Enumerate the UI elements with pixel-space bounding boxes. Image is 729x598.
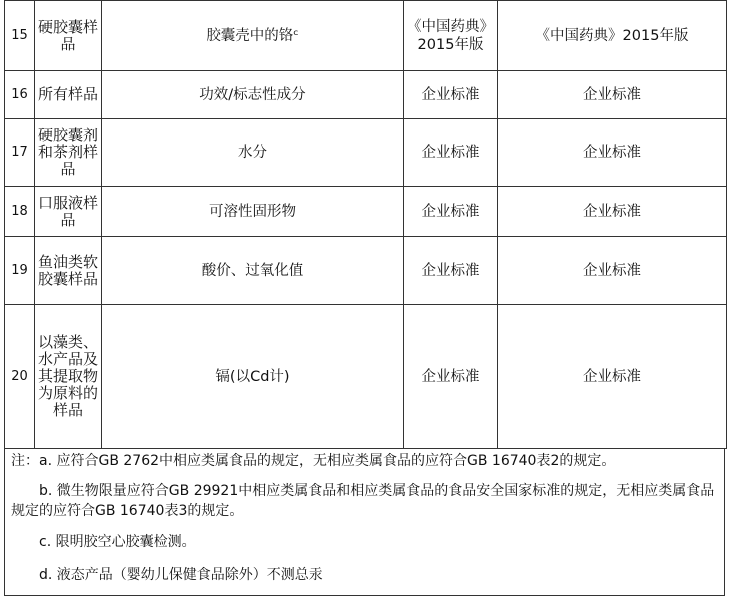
- test-method: 企业标准: [404, 237, 498, 305]
- row-number: 18: [5, 187, 35, 237]
- row-number: 17: [5, 119, 35, 187]
- sample-category: 所有样品: [35, 71, 102, 119]
- test-method: 企业标准: [404, 187, 498, 237]
- test-item: 酸价、过氧化值: [102, 237, 404, 305]
- note-a: 注：a. 应符合GB 2762中相应类属食品的规定，无相应类属食品的应符合GB 16740表2的规定。: [11, 453, 616, 469]
- table-row: [5, 1, 727, 71]
- judgment-basis: 企业标准: [498, 71, 727, 119]
- sample-category: 硬胶囊剂和茶剂样品: [35, 119, 102, 187]
- sample-category: 口服液样品: [35, 187, 102, 237]
- table-row: [5, 305, 727, 449]
- row-number: 15: [5, 1, 35, 71]
- judgment-basis: 《中国药典》2015年版: [498, 1, 727, 71]
- test-items-table: [4, 0, 727, 449]
- test-method: 《中国药典》2015年版: [404, 1, 498, 71]
- sample-category: 以藻类、水产品及其提取物为原料的样品: [35, 305, 102, 449]
- test-method: 企业标准: [404, 119, 498, 187]
- judgment-basis: 企业标准: [498, 119, 727, 187]
- sample-category: 硬胶囊样品: [35, 1, 102, 71]
- sample-category: 鱼油类软胶囊样品: [35, 237, 102, 305]
- table-notes: [4, 448, 725, 596]
- judgment-basis: 企业标准: [498, 237, 727, 305]
- test-item: 水分: [102, 119, 404, 187]
- table-row: [5, 71, 727, 119]
- row-number: 16: [5, 71, 35, 119]
- test-item: 可溶性固形物: [102, 187, 404, 237]
- table-row: [5, 237, 727, 305]
- test-item: 功效/标志性成分: [102, 71, 404, 119]
- test-method: 企业标准: [404, 71, 498, 119]
- note-b: b. 微生物限量应符合GB 29921中相应类属食品和相应类属食品的食品安全国家标准的规定，无相应类属食品规定的应符合GB 16740表3的规定。: [11, 483, 715, 519]
- row-number: 20: [5, 305, 35, 449]
- test-item: 胶囊壳中的铬ᶜ: [102, 1, 404, 71]
- test-item: 镉(以Cd计): [102, 305, 404, 449]
- judgment-basis: 企业标准: [498, 305, 727, 449]
- note-d: d. 液态产品（婴幼儿保健食品除外）不测总汞: [39, 567, 323, 583]
- note-c: c. 限明胶空心胶囊检测。: [39, 534, 196, 550]
- table-row: [5, 119, 727, 187]
- table-row: [5, 187, 727, 237]
- judgment-basis: 企业标准: [498, 187, 727, 237]
- row-number: 19: [5, 237, 35, 305]
- test-method: 企业标准: [404, 305, 498, 449]
